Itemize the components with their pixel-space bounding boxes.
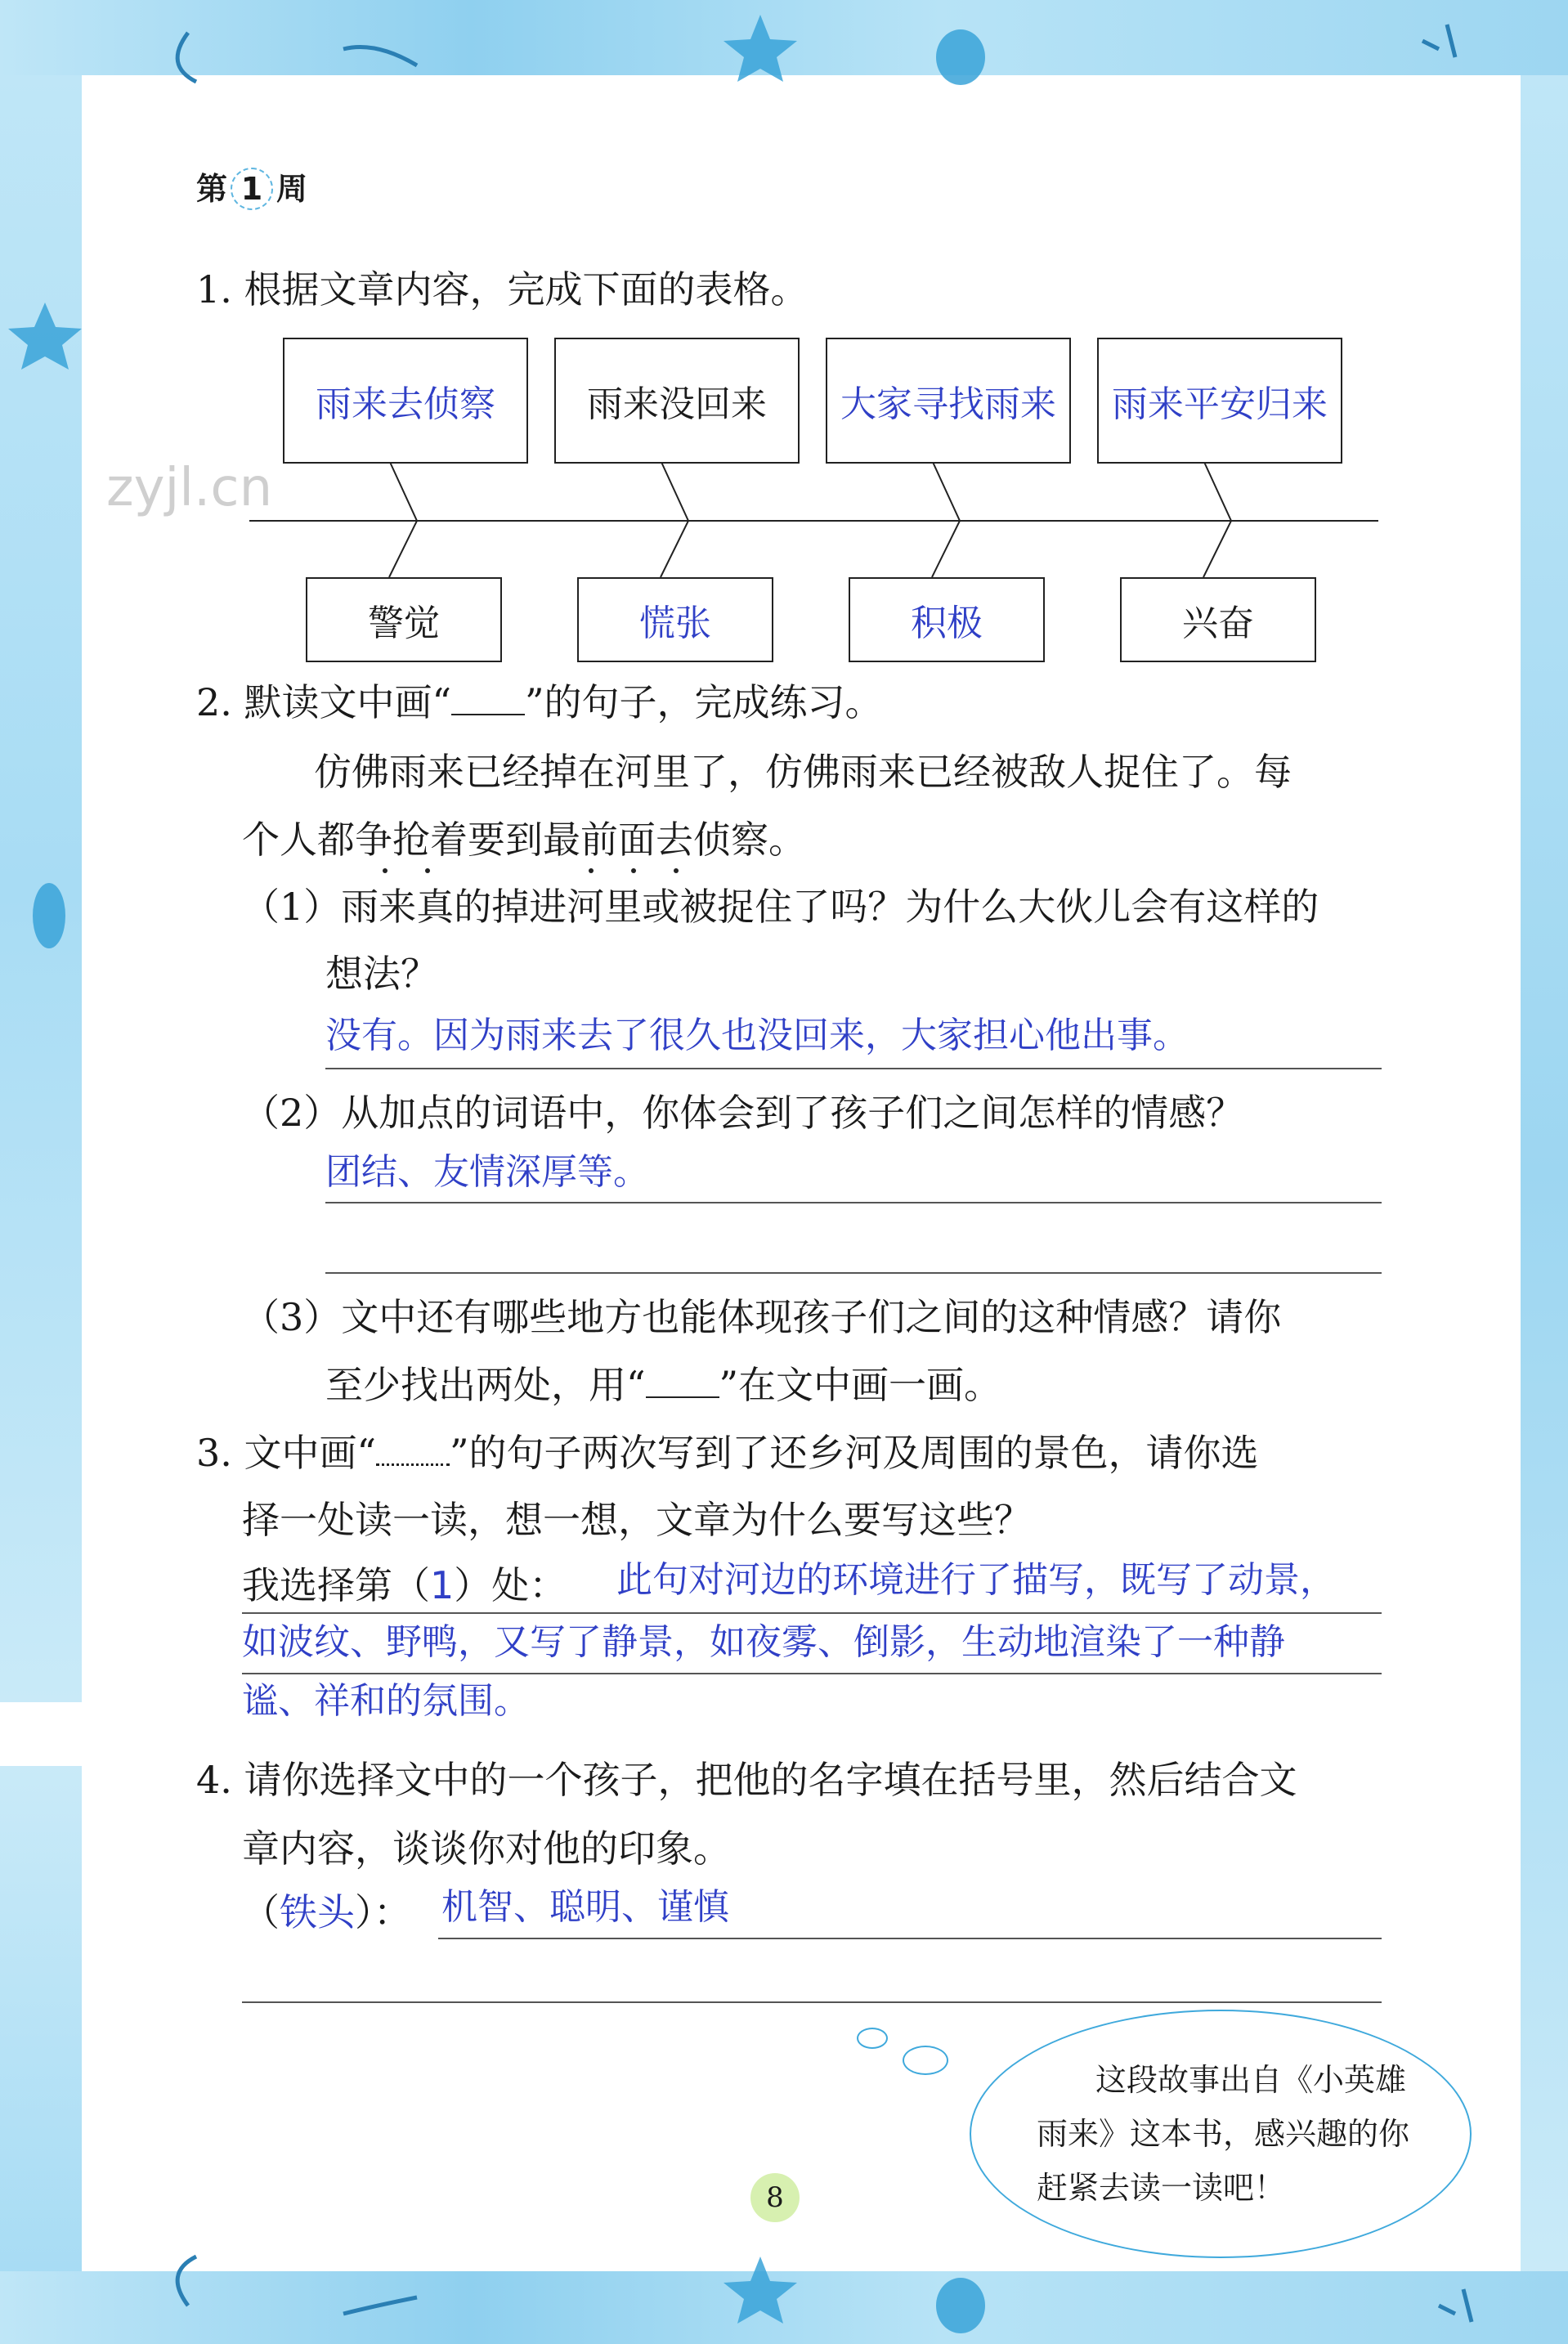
emphasis-dot [631, 868, 636, 873]
answer-line [242, 2001, 1382, 2003]
fishbone-top-box-1: 雨来去侦察 [283, 338, 528, 464]
q4-prompt-line2: 章内容，谈谈你对他的印象。 [242, 1826, 731, 1871]
q3-answer-line3: 谧、祥和的氛围。 [242, 1680, 530, 1722]
fishbone-bottom-box-1: 警觉 [306, 577, 502, 662]
q3-prompt-line2: 择一处读一读，想一想，文章为什么要写这些？ [242, 1498, 1032, 1542]
q3-chosen-number: 1 [430, 1563, 455, 1607]
q2-passage-line2: 个人都争抢着要到最前面去侦察。 [242, 818, 806, 862]
q4-child-name: 铁头 [280, 1890, 355, 1934]
shell-icon [343, 2297, 417, 2314]
q2-sub3-question-line2: 至少找出两处，用“ ”在文中画一画。 [325, 1363, 1002, 1407]
shell-icon [33, 883, 65, 948]
emphasis-dot [425, 868, 430, 873]
q4-answer: 机智、聪明、谨慎 [441, 1886, 729, 1928]
fishbone-top-box-2: 雨来没回来 [554, 338, 800, 464]
week-number-badge: 1 [231, 168, 273, 210]
emphasis-dot [589, 868, 594, 873]
fishbone-bottom-box-4: 兴奋 [1120, 577, 1316, 662]
q3-answer-line2: 如波纹、野鸭，又写了静景，如夜雾、倒影，生动地渲染了一种静 [242, 1621, 1285, 1663]
fishbone-top-box-4: 雨来平安归来 [1097, 338, 1342, 464]
tip-line2: 雨来》这本书，感兴趣的你 [1037, 2116, 1410, 2152]
bubble-ring-icon [903, 2046, 948, 2075]
q2-sub1-question-line1: （1）雨来真的掉进河里或被捉住了吗？为什么大伙儿会有这样的 [242, 885, 1319, 929]
q3-choose-label: 我选择第（1）处： [242, 1563, 567, 1607]
q4-name-field: （铁头）： [242, 1890, 411, 1934]
q2-passage-line1: 仿佛雨来已经掉在河里了，仿佛雨来已经被敌人捉住了。每 [314, 750, 1292, 794]
fishbone-bottom-box-2: 慌张 [577, 577, 773, 662]
answer-line [325, 1068, 1382, 1069]
shell-icon [936, 2278, 985, 2333]
answer-line [242, 1673, 1382, 1674]
week-suffix: 周 [276, 171, 308, 207]
week-prefix: 第 [196, 171, 228, 207]
q2-sub1-question-line2: 想法？ [325, 952, 438, 996]
q2-prompt: 2. 默读文中画“ ”的句子，完成练习。 [196, 680, 883, 724]
wavy-underline-sample [376, 1431, 450, 1466]
shell-icon [1439, 2289, 1472, 2322]
answer-line [438, 1938, 1382, 1939]
shell-icon [177, 2257, 196, 2306]
answer-line [325, 1202, 1382, 1203]
tip-line3: 赶紧去读一读吧！ [1037, 2170, 1286, 2206]
watermark: zyjl.cn [106, 458, 273, 518]
bubble-ring-icon [857, 2028, 888, 2049]
answer-line [325, 1272, 1382, 1274]
answer-line [242, 1612, 1382, 1614]
q2-sub1-answer: 没有。因为雨来去了很久也没回来，大家担心他出事。 [325, 1015, 1189, 1056]
emphasis-dot [383, 868, 388, 873]
underline-sample [451, 681, 525, 715]
underline-sample [646, 1364, 719, 1398]
q2-sub3-question-line1: （3）文中还有哪些地方也能体现孩子们之间的这种情感？请你 [242, 1295, 1282, 1339]
q3-prompt-line1: 3. 文中画“ ”的句子两次写到了还乡河及周围的景色，请你选 [196, 1431, 1259, 1475]
tip-line1: 这段故事出自《小英雄 [1095, 2062, 1407, 2098]
emphasis-dot [674, 868, 679, 873]
q4-prompt-line1: 4. 请你选择文中的一个孩子，把他的名字填在括号里，然后结合文 [196, 1758, 1297, 1802]
starfish-icon [724, 2257, 797, 2324]
q3-answer-line1: 此句对河边的环境进行了描写，既写了动景， [616, 1559, 1336, 1601]
q2-sub2-question: （2）从加点的词语中，你体会到了孩子们之间怎样的情感？ [242, 1091, 1244, 1135]
fishbone-bottom-box-3: 积极 [849, 577, 1045, 662]
q1-prompt: 1. 根据文章内容，完成下面的表格。 [196, 267, 809, 311]
fishbone-top-box-3: 大家寻找雨来 [826, 338, 1071, 464]
page-number: 8 [750, 2173, 800, 2222]
q2-sub2-answer: 团结、友情深厚等。 [325, 1151, 649, 1193]
